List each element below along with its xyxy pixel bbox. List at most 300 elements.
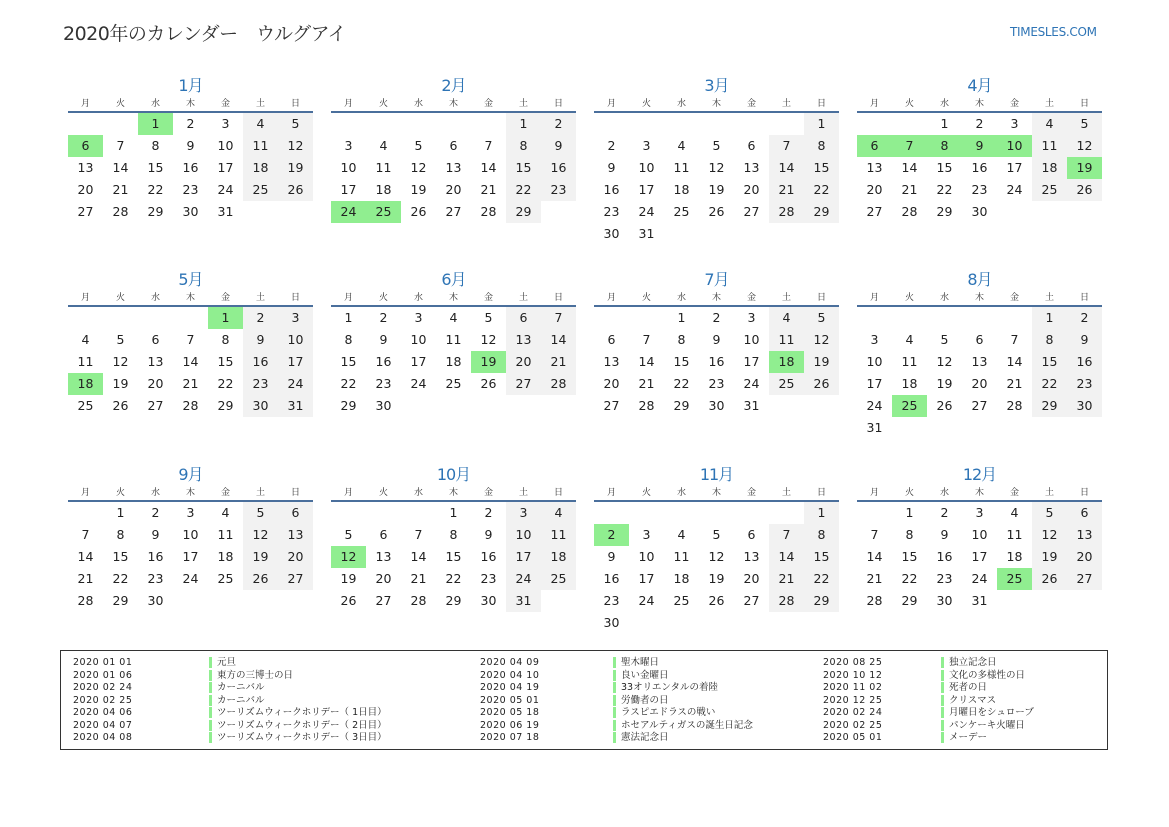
day-cell[interactable]: 9 (186, 138, 195, 153)
day-cell[interactable]: 2 (151, 505, 160, 520)
day-cell[interactable]: 30 (243, 395, 278, 417)
day-cell[interactable]: 6 (278, 502, 313, 524)
day-cell[interactable]: 25 (541, 568, 576, 590)
day-cell[interactable]: 9 (1067, 329, 1102, 351)
holiday-day-cell[interactable]: 25 (892, 395, 927, 417)
day-cell[interactable]: 5 (940, 332, 949, 347)
day-cell[interactable]: 6 (607, 332, 616, 347)
day-cell[interactable]: 11 (901, 354, 918, 369)
day-cell[interactable]: 16 (182, 160, 199, 175)
day-cell[interactable]: 1 (804, 502, 839, 524)
day-cell[interactable]: 8 (804, 135, 839, 157)
day-cell[interactable]: 30 (936, 593, 953, 608)
day-cell[interactable]: 17 (340, 182, 357, 197)
day-cell[interactable]: 20 (77, 182, 94, 197)
day-cell[interactable]: 3 (870, 332, 879, 347)
day-cell[interactable]: 16 (1067, 351, 1102, 373)
day-cell[interactable]: 25 (769, 373, 804, 395)
day-cell[interactable]: 28 (866, 593, 883, 608)
day-cell[interactable]: 5 (712, 527, 721, 542)
day-cell[interactable]: 17 (1006, 160, 1023, 175)
day-cell[interactable]: 22 (1032, 373, 1067, 395)
day-cell[interactable]: 15 (147, 160, 164, 175)
day-cell[interactable]: 27 (1067, 568, 1102, 590)
day-cell[interactable]: 23 (243, 373, 278, 395)
day-cell[interactable]: 12 (480, 332, 497, 347)
day-cell[interactable]: 30 (603, 226, 620, 241)
day-cell[interactable]: 8 (449, 527, 458, 542)
day-cell[interactable]: 5 (484, 310, 493, 325)
day-cell[interactable]: 20 (603, 376, 620, 391)
day-cell[interactable]: 9 (607, 160, 616, 175)
day-cell[interactable]: 7 (541, 307, 576, 329)
day-cell[interactable]: 26 (112, 398, 129, 413)
day-cell[interactable]: 24 (217, 182, 234, 197)
day-cell[interactable]: 15 (804, 546, 839, 568)
day-cell[interactable]: 29 (804, 201, 839, 223)
day-cell[interactable]: 29 (340, 398, 357, 413)
day-cell[interactable]: 1 (804, 113, 839, 135)
day-cell[interactable]: 15 (445, 549, 462, 564)
day-cell[interactable]: 3 (186, 505, 195, 520)
day-cell[interactable]: 29 (673, 398, 690, 413)
day-cell[interactable]: 18 (217, 549, 234, 564)
day-cell[interactable]: 20 (445, 182, 462, 197)
day-cell[interactable]: 8 (506, 135, 541, 157)
day-cell[interactable]: 15 (506, 157, 541, 179)
day-cell[interactable]: 1 (449, 505, 458, 520)
day-cell[interactable]: 24 (410, 376, 427, 391)
day-cell[interactable]: 22 (340, 376, 357, 391)
day-cell[interactable]: 25 (673, 204, 690, 219)
day-cell[interactable]: 24 (866, 398, 883, 413)
day-cell[interactable]: 27 (278, 568, 313, 590)
day-cell[interactable]: 4 (905, 332, 914, 347)
day-cell[interactable]: 13 (445, 160, 462, 175)
day-cell[interactable]: 7 (186, 332, 195, 347)
day-cell[interactable]: 14 (77, 549, 94, 564)
day-cell[interactable]: 11 (77, 354, 94, 369)
day-cell[interactable]: 28 (769, 201, 804, 223)
day-cell[interactable]: 2 (379, 310, 388, 325)
holiday-day-cell[interactable]: 2 (594, 524, 629, 546)
day-cell[interactable]: 21 (182, 376, 199, 391)
holiday-day-cell[interactable]: 18 (68, 373, 103, 395)
day-cell[interactable]: 11 (217, 527, 234, 542)
day-cell[interactable]: 12 (1067, 135, 1102, 157)
day-cell[interactable]: 10 (971, 527, 988, 542)
day-cell[interactable]: 27 (77, 204, 94, 219)
day-cell[interactable]: 24 (971, 571, 988, 586)
day-cell[interactable]: 24 (1006, 182, 1023, 197)
day-cell[interactable]: 11 (673, 160, 690, 175)
day-cell[interactable]: 6 (506, 307, 541, 329)
day-cell[interactable]: 7 (81, 527, 90, 542)
day-cell[interactable]: 29 (1032, 395, 1067, 417)
day-cell[interactable]: 22 (506, 179, 541, 201)
day-cell[interactable]: 14 (480, 160, 497, 175)
day-cell[interactable]: 10 (638, 160, 655, 175)
day-cell[interactable]: 7 (870, 527, 879, 542)
day-cell[interactable]: 18 (375, 182, 392, 197)
day-cell[interactable]: 21 (480, 182, 497, 197)
day-cell[interactable]: 27 (375, 593, 392, 608)
day-cell[interactable]: 24 (638, 204, 655, 219)
day-cell[interactable]: 17 (866, 376, 883, 391)
day-cell[interactable]: 15 (112, 549, 129, 564)
holiday-day-cell[interactable]: 6 (857, 135, 892, 157)
day-cell[interactable]: 6 (379, 527, 388, 542)
day-cell[interactable]: 2 (1067, 307, 1102, 329)
day-cell[interactable]: 16 (147, 549, 164, 564)
day-cell[interactable]: 4 (769, 307, 804, 329)
day-cell[interactable]: 7 (769, 135, 804, 157)
holiday-day-cell[interactable]: 6 (68, 135, 103, 157)
day-cell[interactable]: 23 (708, 376, 725, 391)
day-cell[interactable]: 23 (375, 376, 392, 391)
day-cell[interactable]: 16 (243, 351, 278, 373)
day-cell[interactable]: 7 (1010, 332, 1019, 347)
day-cell[interactable]: 7 (484, 138, 493, 153)
day-cell[interactable]: 19 (340, 571, 357, 586)
day-cell[interactable]: 20 (506, 351, 541, 373)
day-cell[interactable]: 26 (340, 593, 357, 608)
day-cell[interactable]: 30 (708, 398, 725, 413)
day-cell[interactable]: 23 (480, 571, 497, 586)
day-cell[interactable]: 12 (1032, 524, 1067, 546)
day-cell[interactable]: 23 (1067, 373, 1102, 395)
day-cell[interactable]: 8 (804, 524, 839, 546)
holiday-day-cell[interactable]: 24 (331, 201, 366, 223)
holiday-day-cell[interactable]: 19 (471, 351, 506, 373)
day-cell[interactable]: 6 (449, 138, 458, 153)
day-cell[interactable]: 19 (112, 376, 129, 391)
day-cell[interactable]: 11 (375, 160, 392, 175)
day-cell[interactable]: 3 (506, 502, 541, 524)
day-cell[interactable]: 2 (940, 505, 949, 520)
day-cell[interactable]: 1 (940, 116, 949, 131)
day-cell[interactable]: 18 (673, 571, 690, 586)
day-cell[interactable]: 29 (506, 201, 541, 223)
day-cell[interactable]: 25 (77, 398, 94, 413)
holiday-day-cell[interactable]: 7 (892, 135, 927, 157)
day-cell[interactable]: 11 (541, 524, 576, 546)
day-cell[interactable]: 10 (638, 549, 655, 564)
day-cell[interactable]: 26 (410, 204, 427, 219)
holiday-day-cell[interactable]: 8 (927, 135, 962, 157)
day-cell[interactable]: 31 (866, 420, 883, 435)
day-cell[interactable]: 3 (278, 307, 313, 329)
day-cell[interactable]: 13 (603, 354, 620, 369)
day-cell[interactable]: 3 (344, 138, 353, 153)
day-cell[interactable]: 14 (410, 549, 427, 564)
day-cell[interactable]: 18 (445, 354, 462, 369)
day-cell[interactable]: 10 (743, 332, 760, 347)
day-cell[interactable]: 12 (708, 160, 725, 175)
day-cell[interactable]: 21 (769, 568, 804, 590)
day-cell[interactable]: 18 (901, 376, 918, 391)
day-cell[interactable]: 1 (1032, 307, 1067, 329)
day-cell[interactable]: 5 (804, 307, 839, 329)
day-cell[interactable]: 19 (243, 546, 278, 568)
day-cell[interactable]: 30 (1067, 395, 1102, 417)
day-cell[interactable]: 22 (936, 182, 953, 197)
day-cell[interactable]: 21 (410, 571, 427, 586)
day-cell[interactable]: 8 (1032, 329, 1067, 351)
day-cell[interactable]: 7 (414, 527, 423, 542)
day-cell[interactable]: 22 (147, 182, 164, 197)
day-cell[interactable]: 3 (414, 310, 423, 325)
day-cell[interactable]: 13 (375, 549, 392, 564)
day-cell[interactable]: 13 (506, 329, 541, 351)
day-cell[interactable]: 14 (112, 160, 129, 175)
day-cell[interactable]: 28 (769, 590, 804, 612)
day-cell[interactable]: 11 (243, 135, 278, 157)
day-cell[interactable]: 9 (940, 527, 949, 542)
day-cell[interactable]: 11 (1006, 527, 1023, 542)
holiday-day-cell[interactable]: 1 (138, 113, 173, 135)
day-cell[interactable]: 15 (217, 354, 234, 369)
day-cell[interactable]: 28 (410, 593, 427, 608)
day-cell[interactable]: 12 (410, 160, 427, 175)
day-cell[interactable]: 24 (278, 373, 313, 395)
day-cell[interactable]: 25 (1032, 179, 1067, 201)
day-cell[interactable]: 9 (607, 549, 616, 564)
day-cell[interactable]: 14 (769, 157, 804, 179)
site-logo[interactable]: TIMESLES.COM (1010, 25, 1097, 39)
day-cell[interactable]: 4 (243, 113, 278, 135)
day-cell[interactable]: 7 (116, 138, 125, 153)
day-cell[interactable]: 23 (147, 571, 164, 586)
day-cell[interactable]: 22 (217, 376, 234, 391)
day-cell[interactable]: 17 (506, 546, 541, 568)
day-cell[interactable]: 17 (182, 549, 199, 564)
day-cell[interactable]: 4 (221, 505, 230, 520)
day-cell[interactable]: 22 (673, 376, 690, 391)
day-cell[interactable]: 11 (1032, 135, 1067, 157)
day-cell[interactable]: 29 (147, 204, 164, 219)
day-cell[interactable]: 15 (901, 549, 918, 564)
day-cell[interactable]: 13 (147, 354, 164, 369)
day-cell[interactable]: 30 (971, 204, 988, 219)
day-cell[interactable]: 22 (804, 179, 839, 201)
day-cell[interactable]: 12 (278, 135, 313, 157)
holiday-day-cell[interactable]: 1 (208, 307, 243, 329)
day-cell[interactable]: 1 (506, 113, 541, 135)
day-cell[interactable]: 16 (708, 354, 725, 369)
day-cell[interactable]: 30 (375, 398, 392, 413)
day-cell[interactable]: 2 (186, 116, 195, 131)
day-cell[interactable]: 18 (243, 157, 278, 179)
day-cell[interactable]: 13 (866, 160, 883, 175)
day-cell[interactable]: 11 (769, 329, 804, 351)
day-cell[interactable]: 23 (182, 182, 199, 197)
day-cell[interactable]: 16 (603, 571, 620, 586)
day-cell[interactable]: 12 (936, 354, 953, 369)
day-cell[interactable]: 15 (936, 160, 953, 175)
day-cell[interactable]: 31 (638, 226, 655, 241)
day-cell[interactable]: 2 (975, 116, 984, 131)
day-cell[interactable]: 13 (743, 160, 760, 175)
day-cell[interactable]: 10 (217, 138, 234, 153)
day-cell[interactable]: 17 (638, 182, 655, 197)
day-cell[interactable]: 4 (379, 138, 388, 153)
day-cell[interactable]: 9 (151, 527, 160, 542)
day-cell[interactable]: 17 (971, 549, 988, 564)
day-cell[interactable]: 29 (936, 204, 953, 219)
day-cell[interactable]: 3 (221, 116, 230, 131)
day-cell[interactable]: 17 (638, 571, 655, 586)
day-cell[interactable]: 31 (971, 593, 988, 608)
day-cell[interactable]: 21 (769, 179, 804, 201)
day-cell[interactable]: 28 (480, 204, 497, 219)
day-cell[interactable]: 19 (1032, 546, 1067, 568)
day-cell[interactable]: 10 (182, 527, 199, 542)
day-cell[interactable]: 28 (182, 398, 199, 413)
day-cell[interactable]: 3 (642, 138, 651, 153)
day-cell[interactable]: 17 (278, 351, 313, 373)
day-cell[interactable]: 28 (541, 373, 576, 395)
day-cell[interactable]: 21 (541, 351, 576, 373)
day-cell[interactable]: 5 (344, 527, 353, 542)
day-cell[interactable]: 2 (607, 138, 616, 153)
day-cell[interactable]: 5 (243, 502, 278, 524)
day-cell[interactable]: 4 (449, 310, 458, 325)
day-cell[interactable]: 24 (638, 593, 655, 608)
day-cell[interactable]: 16 (480, 549, 497, 564)
day-cell[interactable]: 31 (743, 398, 760, 413)
day-cell[interactable]: 25 (445, 376, 462, 391)
day-cell[interactable]: 28 (112, 204, 129, 219)
day-cell[interactable]: 27 (445, 204, 462, 219)
day-cell[interactable]: 12 (112, 354, 129, 369)
day-cell[interactable]: 27 (603, 398, 620, 413)
day-cell[interactable]: 7 (769, 524, 804, 546)
day-cell[interactable]: 14 (1006, 354, 1023, 369)
day-cell[interactable]: 20 (743, 182, 760, 197)
day-cell[interactable]: 9 (484, 527, 493, 542)
day-cell[interactable]: 5 (1067, 113, 1102, 135)
day-cell[interactable]: 2 (541, 113, 576, 135)
day-cell[interactable]: 25 (243, 179, 278, 201)
day-cell[interactable]: 14 (769, 546, 804, 568)
day-cell[interactable]: 4 (1032, 113, 1067, 135)
day-cell[interactable]: 4 (541, 502, 576, 524)
day-cell[interactable]: 20 (1067, 546, 1102, 568)
holiday-day-cell[interactable]: 18 (769, 351, 804, 373)
day-cell[interactable]: 6 (151, 332, 160, 347)
day-cell[interactable]: 15 (673, 354, 690, 369)
day-cell[interactable]: 1 (677, 310, 686, 325)
day-cell[interactable]: 19 (410, 182, 427, 197)
day-cell[interactable]: 2 (484, 505, 493, 520)
day-cell[interactable]: 27 (506, 373, 541, 395)
day-cell[interactable]: 29 (901, 593, 918, 608)
day-cell[interactable]: 19 (708, 182, 725, 197)
day-cell[interactable]: 26 (708, 204, 725, 219)
holiday-day-cell[interactable]: 25 (997, 568, 1032, 590)
day-cell[interactable]: 15 (1032, 351, 1067, 373)
holiday-day-cell[interactable]: 10 (997, 135, 1032, 157)
day-cell[interactable]: 26 (936, 398, 953, 413)
day-cell[interactable]: 6 (975, 332, 984, 347)
day-cell[interactable]: 23 (971, 182, 988, 197)
day-cell[interactable]: 6 (1067, 502, 1102, 524)
day-cell[interactable]: 11 (673, 549, 690, 564)
day-cell[interactable]: 5 (116, 332, 125, 347)
day-cell[interactable]: 22 (901, 571, 918, 586)
day-cell[interactable]: 23 (603, 593, 620, 608)
day-cell[interactable]: 21 (112, 182, 129, 197)
holiday-day-cell[interactable]: 12 (331, 546, 366, 568)
day-cell[interactable]: 18 (673, 182, 690, 197)
day-cell[interactable]: 23 (603, 204, 620, 219)
day-cell[interactable]: 25 (217, 571, 234, 586)
day-cell[interactable]: 26 (804, 373, 839, 395)
day-cell[interactable]: 26 (480, 376, 497, 391)
day-cell[interactable]: 14 (866, 549, 883, 564)
day-cell[interactable]: 18 (541, 546, 576, 568)
day-cell[interactable]: 16 (971, 160, 988, 175)
day-cell[interactable]: 29 (445, 593, 462, 608)
day-cell[interactable]: 1 (116, 505, 125, 520)
day-cell[interactable]: 19 (936, 376, 953, 391)
day-cell[interactable]: 8 (151, 138, 160, 153)
day-cell[interactable]: 13 (1067, 524, 1102, 546)
day-cell[interactable]: 30 (603, 615, 620, 630)
day-cell[interactable]: 4 (1010, 505, 1019, 520)
day-cell[interactable]: 4 (81, 332, 90, 347)
day-cell[interactable]: 20 (375, 571, 392, 586)
day-cell[interactable]: 10 (410, 332, 427, 347)
day-cell[interactable]: 3 (1010, 116, 1019, 131)
day-cell[interactable]: 26 (243, 568, 278, 590)
day-cell[interactable]: 3 (747, 310, 756, 325)
day-cell[interactable]: 3 (642, 527, 651, 542)
day-cell[interactable]: 30 (182, 204, 199, 219)
day-cell[interactable]: 10 (866, 354, 883, 369)
day-cell[interactable]: 17 (743, 354, 760, 369)
day-cell[interactable]: 16 (936, 549, 953, 564)
day-cell[interactable]: 24 (182, 571, 199, 586)
day-cell[interactable]: 22 (804, 568, 839, 590)
day-cell[interactable]: 21 (1006, 376, 1023, 391)
day-cell[interactable]: 17 (217, 160, 234, 175)
day-cell[interactable]: 8 (116, 527, 125, 542)
day-cell[interactable]: 26 (1032, 568, 1067, 590)
day-cell[interactable]: 4 (677, 527, 686, 542)
day-cell[interactable]: 27 (147, 398, 164, 413)
day-cell[interactable]: 20 (866, 182, 883, 197)
day-cell[interactable]: 5 (712, 138, 721, 153)
day-cell[interactable]: 12 (243, 524, 278, 546)
day-cell[interactable]: 26 (278, 179, 313, 201)
day-cell[interactable]: 5 (414, 138, 423, 153)
day-cell[interactable]: 10 (506, 524, 541, 546)
day-cell[interactable]: 29 (804, 590, 839, 612)
day-cell[interactable]: 23 (936, 571, 953, 586)
day-cell[interactable]: 10 (278, 329, 313, 351)
day-cell[interactable]: 14 (638, 354, 655, 369)
day-cell[interactable]: 13 (77, 160, 94, 175)
day-cell[interactable]: 3 (975, 505, 984, 520)
day-cell[interactable]: 24 (743, 376, 760, 391)
day-cell[interactable]: 9 (379, 332, 388, 347)
day-cell[interactable]: 20 (971, 376, 988, 391)
day-cell[interactable]: 30 (147, 593, 164, 608)
day-cell[interactable]: 11 (445, 332, 462, 347)
day-cell[interactable]: 13 (278, 524, 313, 546)
